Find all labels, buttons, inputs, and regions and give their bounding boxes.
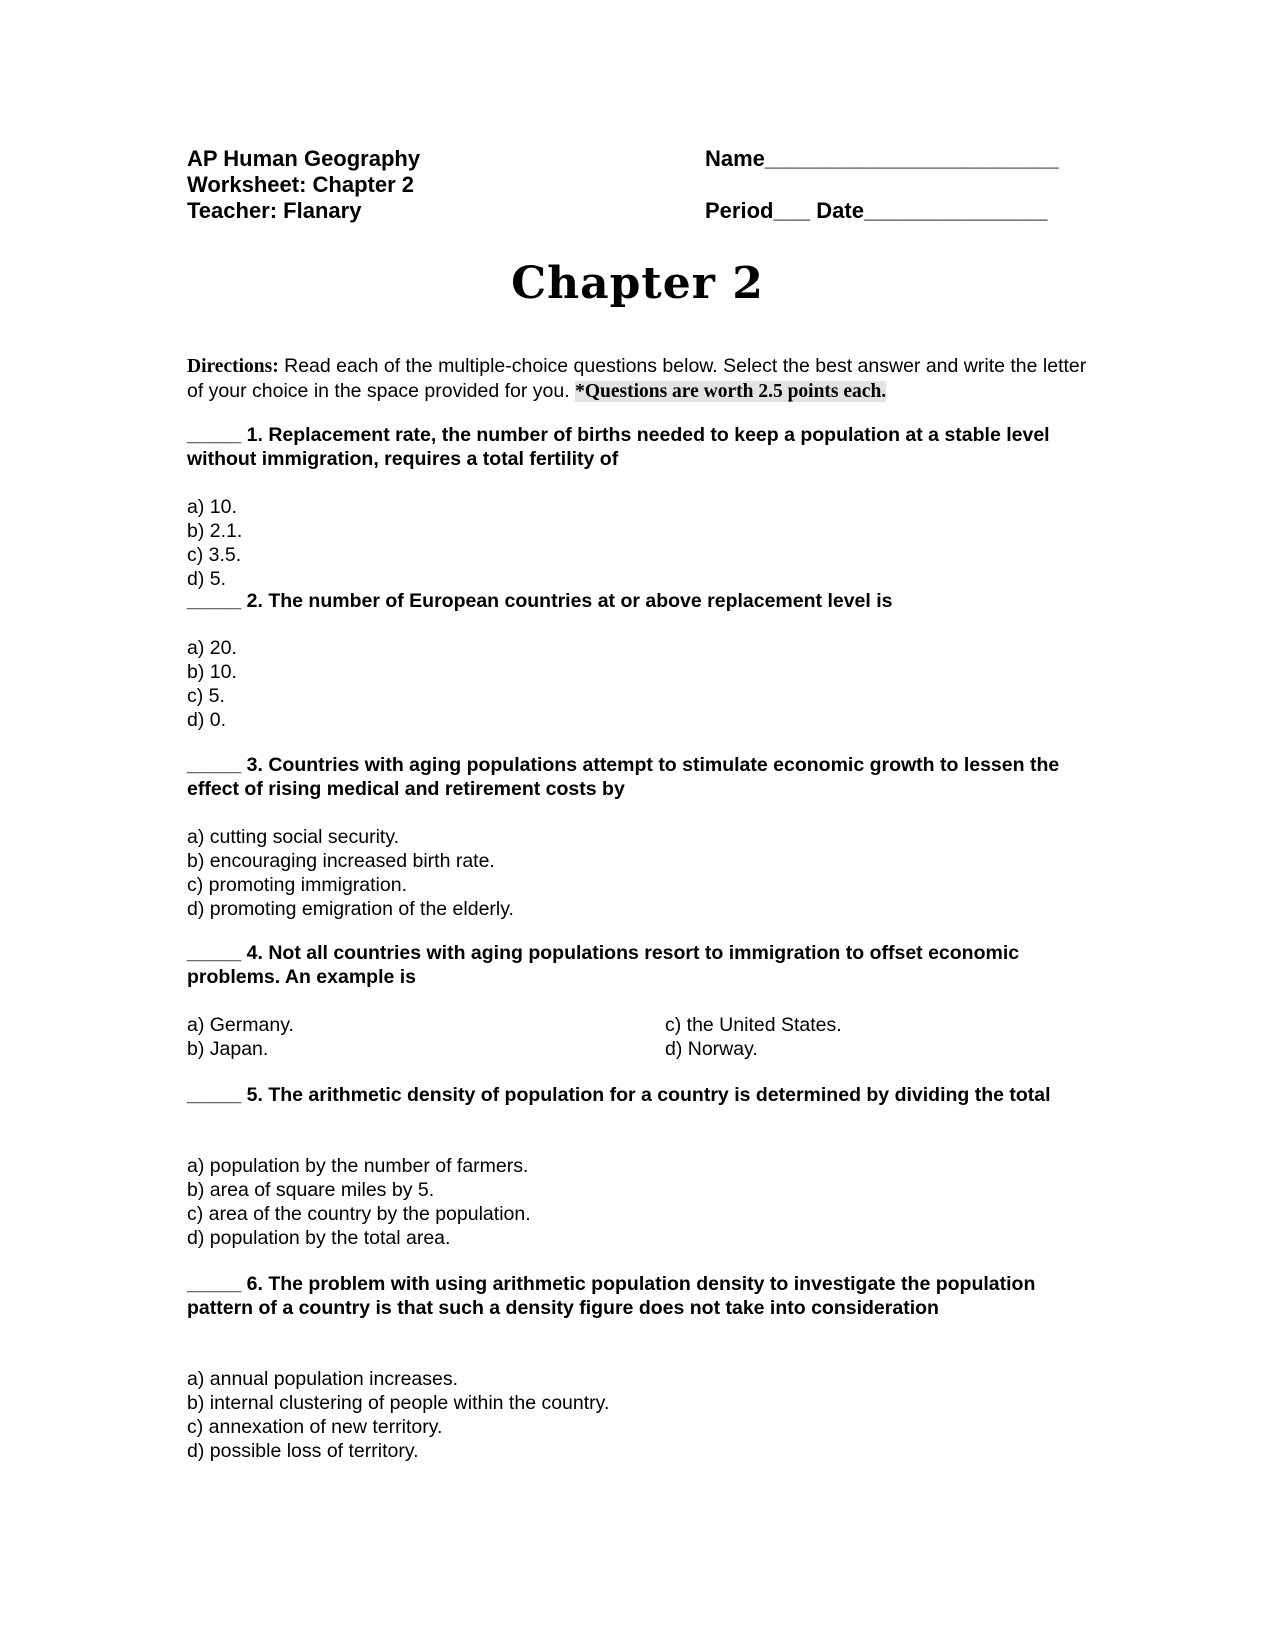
option-b: b) area of square miles by 5. xyxy=(187,1179,435,1201)
question-4-options-right xyxy=(665,1013,842,1061)
option-a: a) annual population increases. xyxy=(187,1368,459,1390)
option-a: a) population by the number of farmers. xyxy=(187,1155,529,1177)
option-d: d) 5. xyxy=(187,568,227,590)
course-title: AP Human Geography xyxy=(187,146,421,171)
points-note: *Questions are worth 2.5 points each. xyxy=(575,381,887,402)
name-field[interactable]: Name________________________ xyxy=(705,146,1059,171)
option-d: d) 0. xyxy=(187,709,227,731)
directions-label: Directions: xyxy=(187,356,279,377)
question-1: _____ 1. Replacement rate, the number of births needed to keep a population at a stable level without immigration, requires a total fertility of xyxy=(187,424,1050,470)
option-a: a) cutting social security. xyxy=(187,826,400,848)
question-3: _____ 3. Countries with aging populations attempt to stimulate economic growth to lessen the effect of rising medical and retirement costs by xyxy=(187,754,1060,800)
option-c: c) promoting immigration. xyxy=(187,874,407,896)
question-3-options xyxy=(187,825,514,921)
option-a: a) 20. xyxy=(187,637,237,659)
question-4-options-left xyxy=(187,1013,294,1061)
option-d: d) possible loss of territory. xyxy=(187,1440,419,1462)
question-2: _____ 2. The number of European countries at or above replacement level is xyxy=(187,590,893,612)
directions xyxy=(187,354,1097,404)
question-5-options xyxy=(187,1154,531,1250)
question-5: _____ 5. The arithmetic density of population for a country is determined by dividing the total xyxy=(187,1084,1051,1106)
option-b: b) 2.1. xyxy=(187,520,243,542)
option-d: d) Norway. xyxy=(665,1038,758,1060)
option-d: d) promoting emigration of the elderly. xyxy=(187,898,514,920)
option-b: b) Japan. xyxy=(187,1038,269,1060)
option-c: c) annexation of new territory. xyxy=(187,1416,443,1438)
option-c: c) the United States. xyxy=(665,1014,842,1036)
worksheet-label: Worksheet: Chapter 2 xyxy=(187,172,414,197)
option-c: c) 5. xyxy=(187,685,225,707)
teacher-label: Teacher: Flanary xyxy=(187,198,362,223)
directions-text: Read each of the multiple-choice questions below. Select the best answer and write the letter of your choice in the space provided for you. xyxy=(187,355,1087,402)
option-d: d) population by the total area. xyxy=(187,1227,451,1249)
question-6: _____ 6. The problem with using arithmetic population density to investigate the population pattern of a country is that such a density figure does not take into consideration xyxy=(187,1273,1036,1319)
option-a: a) Germany. xyxy=(187,1014,294,1036)
option-b: b) encouraging increased birth rate. xyxy=(187,850,495,872)
option-b: b) 10. xyxy=(187,661,237,683)
question-6-options xyxy=(187,1367,609,1463)
question-2-options xyxy=(187,636,237,732)
period-date-field[interactable]: Period___ Date_______________ xyxy=(705,198,1048,223)
question-4: _____ 4. Not all countries with aging populations resort to immigration to offset economic problems. An example is xyxy=(187,942,1020,988)
option-b: b) internal clustering of people within the country. xyxy=(187,1392,610,1414)
option-c: c) 3.5. xyxy=(187,544,242,566)
question-1-options xyxy=(187,495,242,591)
option-c: c) area of the country by the population. xyxy=(187,1203,531,1225)
page-title: Chapter 2 xyxy=(511,258,764,309)
option-a: a) 10. xyxy=(187,496,237,518)
